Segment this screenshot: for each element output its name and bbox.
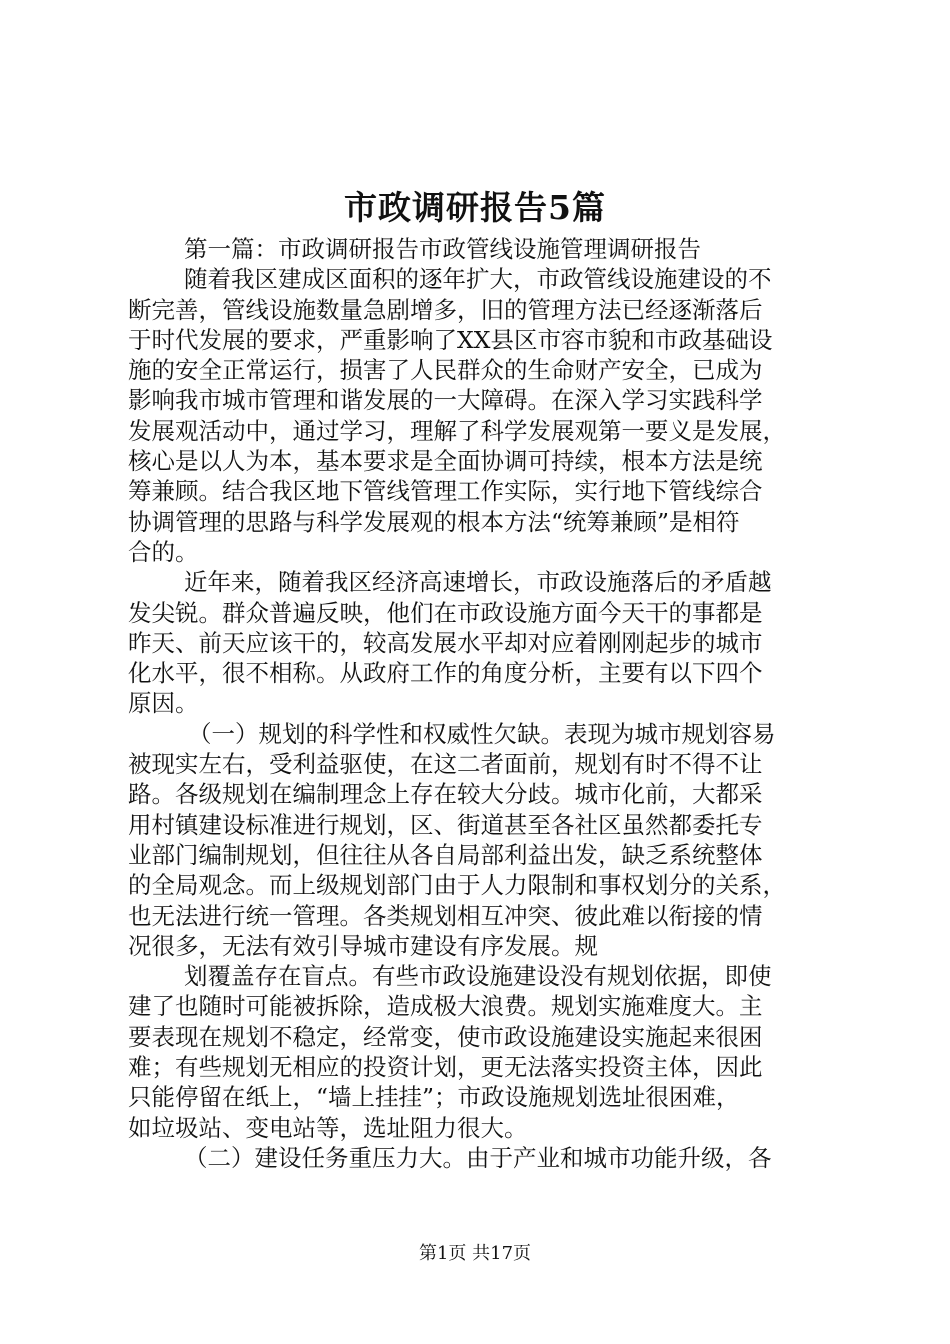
paragraph-line: 原因。 [128,689,199,718]
paragraph-line: 况很多，无法有效引导城市建设有序发展。规 [128,931,598,960]
paragraph-line: 于时代发展的要求，严重影响了XX县区市容市貌和市政基础设 [128,325,773,354]
paragraph-line: 划覆盖存在盲点。有些市政设施建设没有规划依据，即使 [184,962,772,991]
paragraph-line: （一）规划的科学性和权威性欠缺。表现为城市规划容易 [188,719,776,748]
paragraph-line: 协调管理的思路与科学发展观的根本方法“统筹兼顾”是相符 [128,507,740,536]
paragraph-line: 的全局观念。而上级规划部门由于人力限制和事权划分的关系， [128,871,786,900]
paragraph-line: 施的安全正常运行，损害了人民群众的生命财产安全，已成为 [128,356,763,385]
paragraph-line: 只能停留在纸上，“墙上挂挂”；市政设施规划选址很困难， [128,1083,740,1112]
paragraph-line: 业部门编制规划，但往往从各自局部利益出发，缺乏系统整体 [128,840,763,869]
paragraph-line: 筹兼顾。结合我区地下管线管理工作实际，实行地下管线综合 [128,477,763,506]
paragraph-line: 被现实左右，受利益驱使，在这二者面前，规划有时不得不让 [128,750,763,779]
paragraph-line: 合的。 [128,537,199,566]
paragraph-line: 建了也随时可能被拆除，造成极大浪费。规划实施难度大。主 [128,992,763,1021]
document-body [128,234,836,1173]
paragraph-line: 随着我区建成区面积的逐年扩大，市政管线设施建设的不 [184,265,772,294]
paragraph-line: 难；有些规划无相应的投资计划，更无法落实投资主体，因此 [128,1053,763,1082]
paragraph-line: 近年来，随着我区经济高速增长，市政设施落后的矛盾越 [184,568,772,597]
document-title: 市政调研报告5篇 [344,188,606,227]
paragraph-line: 用村镇建设标准进行规划，区、街道甚至各社区虽然都委托专 [128,810,763,839]
section-heading: 第一篇：市政调研报告市政管线设施管理调研报告 [184,235,701,263]
paragraph-line: 路。各级规划在编制理念上存在较大分歧。城市化前，大都采 [128,780,763,809]
paragraph-line: 也无法进行统一管理。各类规划相互冲突、彼此难以衔接的情 [128,901,763,930]
paragraph-line: 如垃圾站、变电站等，选址阻力很大。 [128,1113,528,1142]
page-footer: 第1页 共17页 [418,1243,532,1264]
paragraph-line: 核心是以人为本，基本要求是全面协调可持续，根本方法是统 [128,447,763,476]
paragraph-line: 昨天、前天应该干的，较高发展水平却对应着刚刚起步的城市 [128,628,763,657]
paragraph-line: 发展观活动中，通过学习，理解了科学发展观第一要义是发展， [128,416,786,445]
paragraph-line: 发尖锐。群众普遍反映，他们在市政设施方面今天干的事都是 [128,598,763,627]
paragraph-line: 断完善，管线设施数量急剧增多，旧的管理方法已经逐渐落后 [128,295,763,324]
paragraph-line: （二）建设任务重压力大。由于产业和城市功能升级，各 [184,1143,772,1172]
paragraph-line: 影响我市城市管理和谐发展的一大障碍。在深入学习实践科学 [128,386,763,415]
paragraph-line: 化水平，很不相称。从政府工作的角度分析，主要有以下四个 [128,659,763,688]
paragraph-line: 要表现在规划不稳定，经常变，使市政设施建设实施起来很困 [128,1022,763,1051]
